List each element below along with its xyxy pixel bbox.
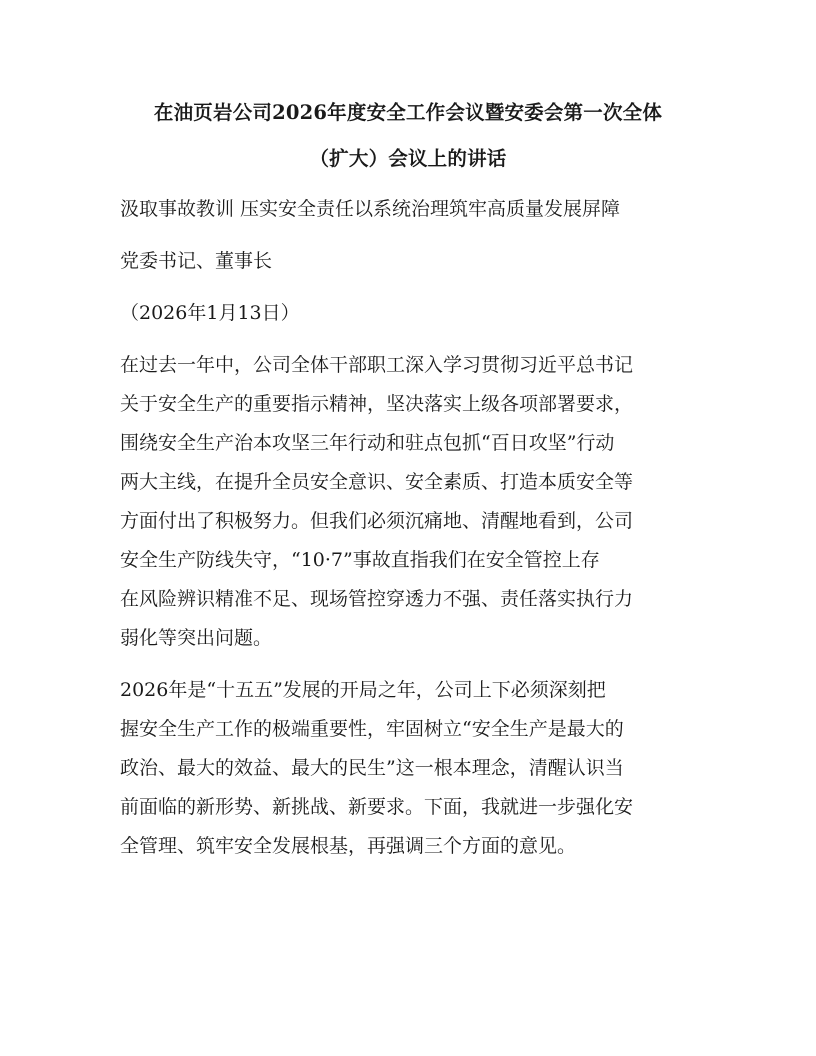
paragraph-1-line: 关于安全生产的重要指示精神，坚决落实上级各项部署要求， (120, 393, 634, 415)
document-title (110, 90, 706, 182)
paragraph-2-line: 握安全生产工作的极端重要性，牢固树立“安全生产是最大的 (120, 718, 624, 740)
paragraph-1-line: 在过去一年中，公司全体干部职工深入学习贯彻习近平总书记 (120, 354, 634, 376)
paragraph-1-line: 方面付出了积极努力。但我们必须沉痛地、清醒地看到，公司 (120, 510, 634, 532)
speaker-line: 党委书记、董事长 (120, 250, 273, 272)
title-line-2: （扩大）会议上的讲话 (309, 147, 507, 170)
paragraph-1-line: 两大主线，在提升全员安全意识、安全素质、打造本质安全等 (120, 471, 634, 493)
paragraph-2 (120, 671, 700, 866)
paragraph-2-line: 前面临的新形势、新挑战、新要求。下面，我就进一步强化安 (120, 796, 634, 818)
title-line-1: 在油页岩公司2026年度安全工作会议暨安委会第一次全体 (153, 101, 663, 124)
paragraph-2-line: 全管理、筑牢安全发展根基，再强调三个方面的意见。 (120, 835, 577, 857)
paragraph-2-line: 政治、最大的效益、最大的民生”这一根本理念，清醒认识当 (120, 757, 624, 779)
paragraph-1 (120, 346, 700, 658)
paragraph-2-line: 2026年是“十五五”发展的开局之年，公司上下必须深刻把 (120, 679, 606, 701)
date-line: （2026年1月13日） (120, 302, 300, 324)
paragraph-1-line: 在风险辨识精准不足、现场管控穿透力不强、责任落实执行力 (120, 588, 634, 610)
document-subtitle: 汲取事故教训 压实安全责任以系统治理筑牢高质量发展屏障 (120, 198, 621, 220)
paragraph-1-line: 安全生产防线失守，“10·7”事故直指我们在安全管控上存 (120, 549, 600, 571)
document-body (120, 190, 700, 866)
paragraph-1-line: 围绕安全生产治本攻坚三年行动和驻点包抓“百日攻坚”行动 (120, 432, 615, 454)
paragraph-1-line: 弱化等突出问题。 (120, 627, 273, 649)
